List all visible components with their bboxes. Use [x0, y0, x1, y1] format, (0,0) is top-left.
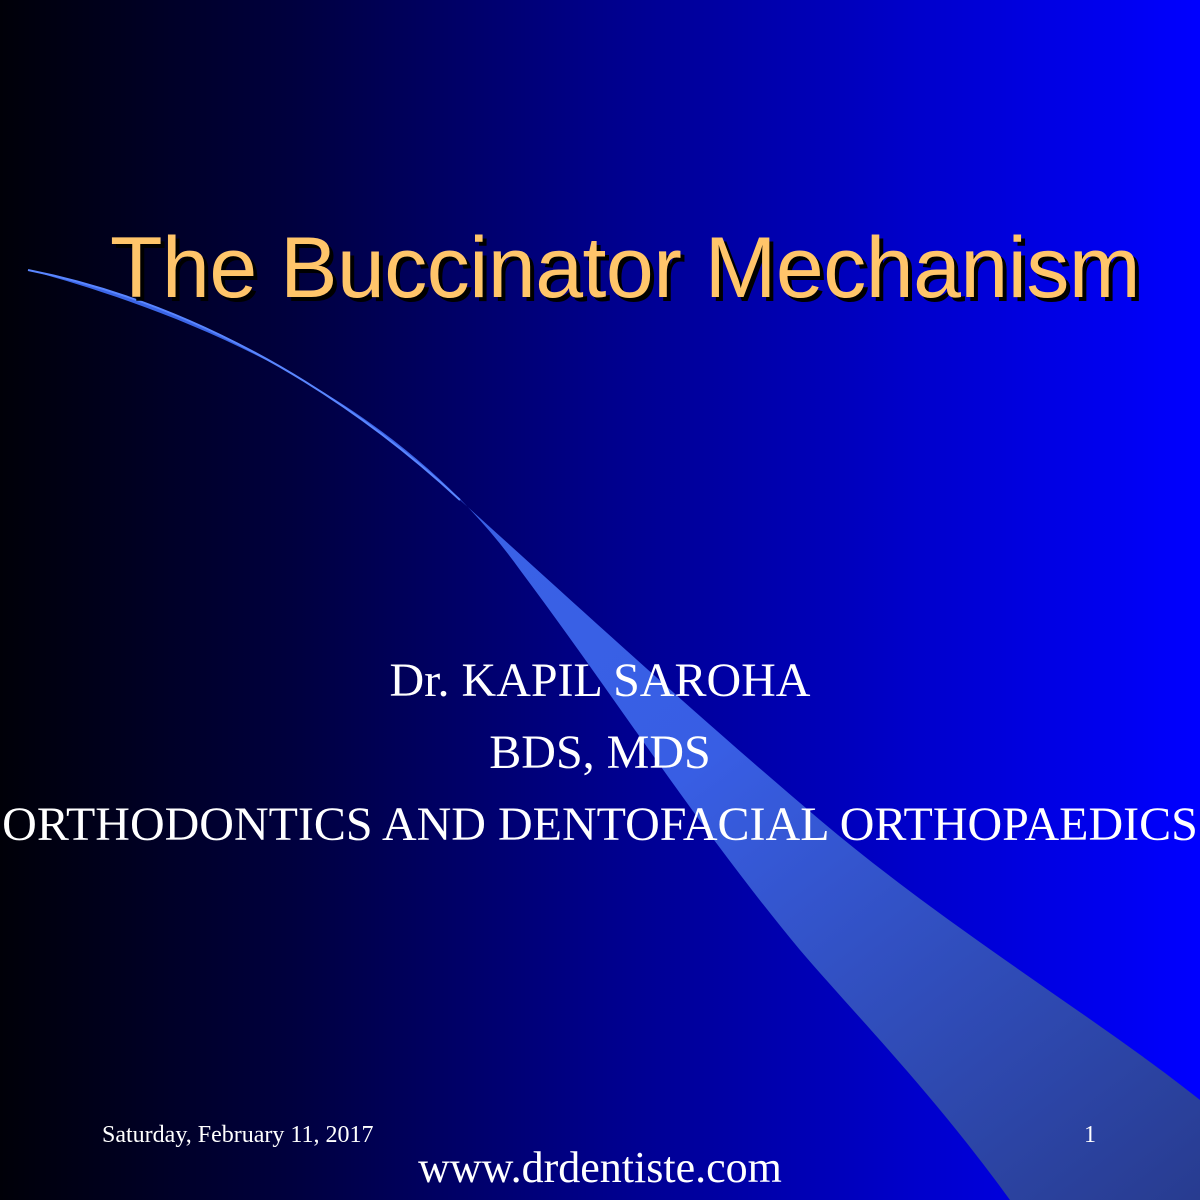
author-block: [0, 645, 1200, 861]
author-specialty: ORTHODONTICS AND DENTOFACIAL ORTHOPAEDICS: [2, 798, 1198, 851]
footer-date: Saturday, February 11, 2017: [102, 1122, 374, 1148]
slide-title: The Buccinator Mechanism: [110, 220, 1140, 316]
website-watermark: www.drdentiste.com: [418, 1143, 782, 1192]
author-name: Dr. KAPIL SAROHA: [389, 654, 811, 707]
author-degrees: BDS, MDS: [489, 726, 711, 779]
slide-number: 1: [1084, 1122, 1096, 1148]
